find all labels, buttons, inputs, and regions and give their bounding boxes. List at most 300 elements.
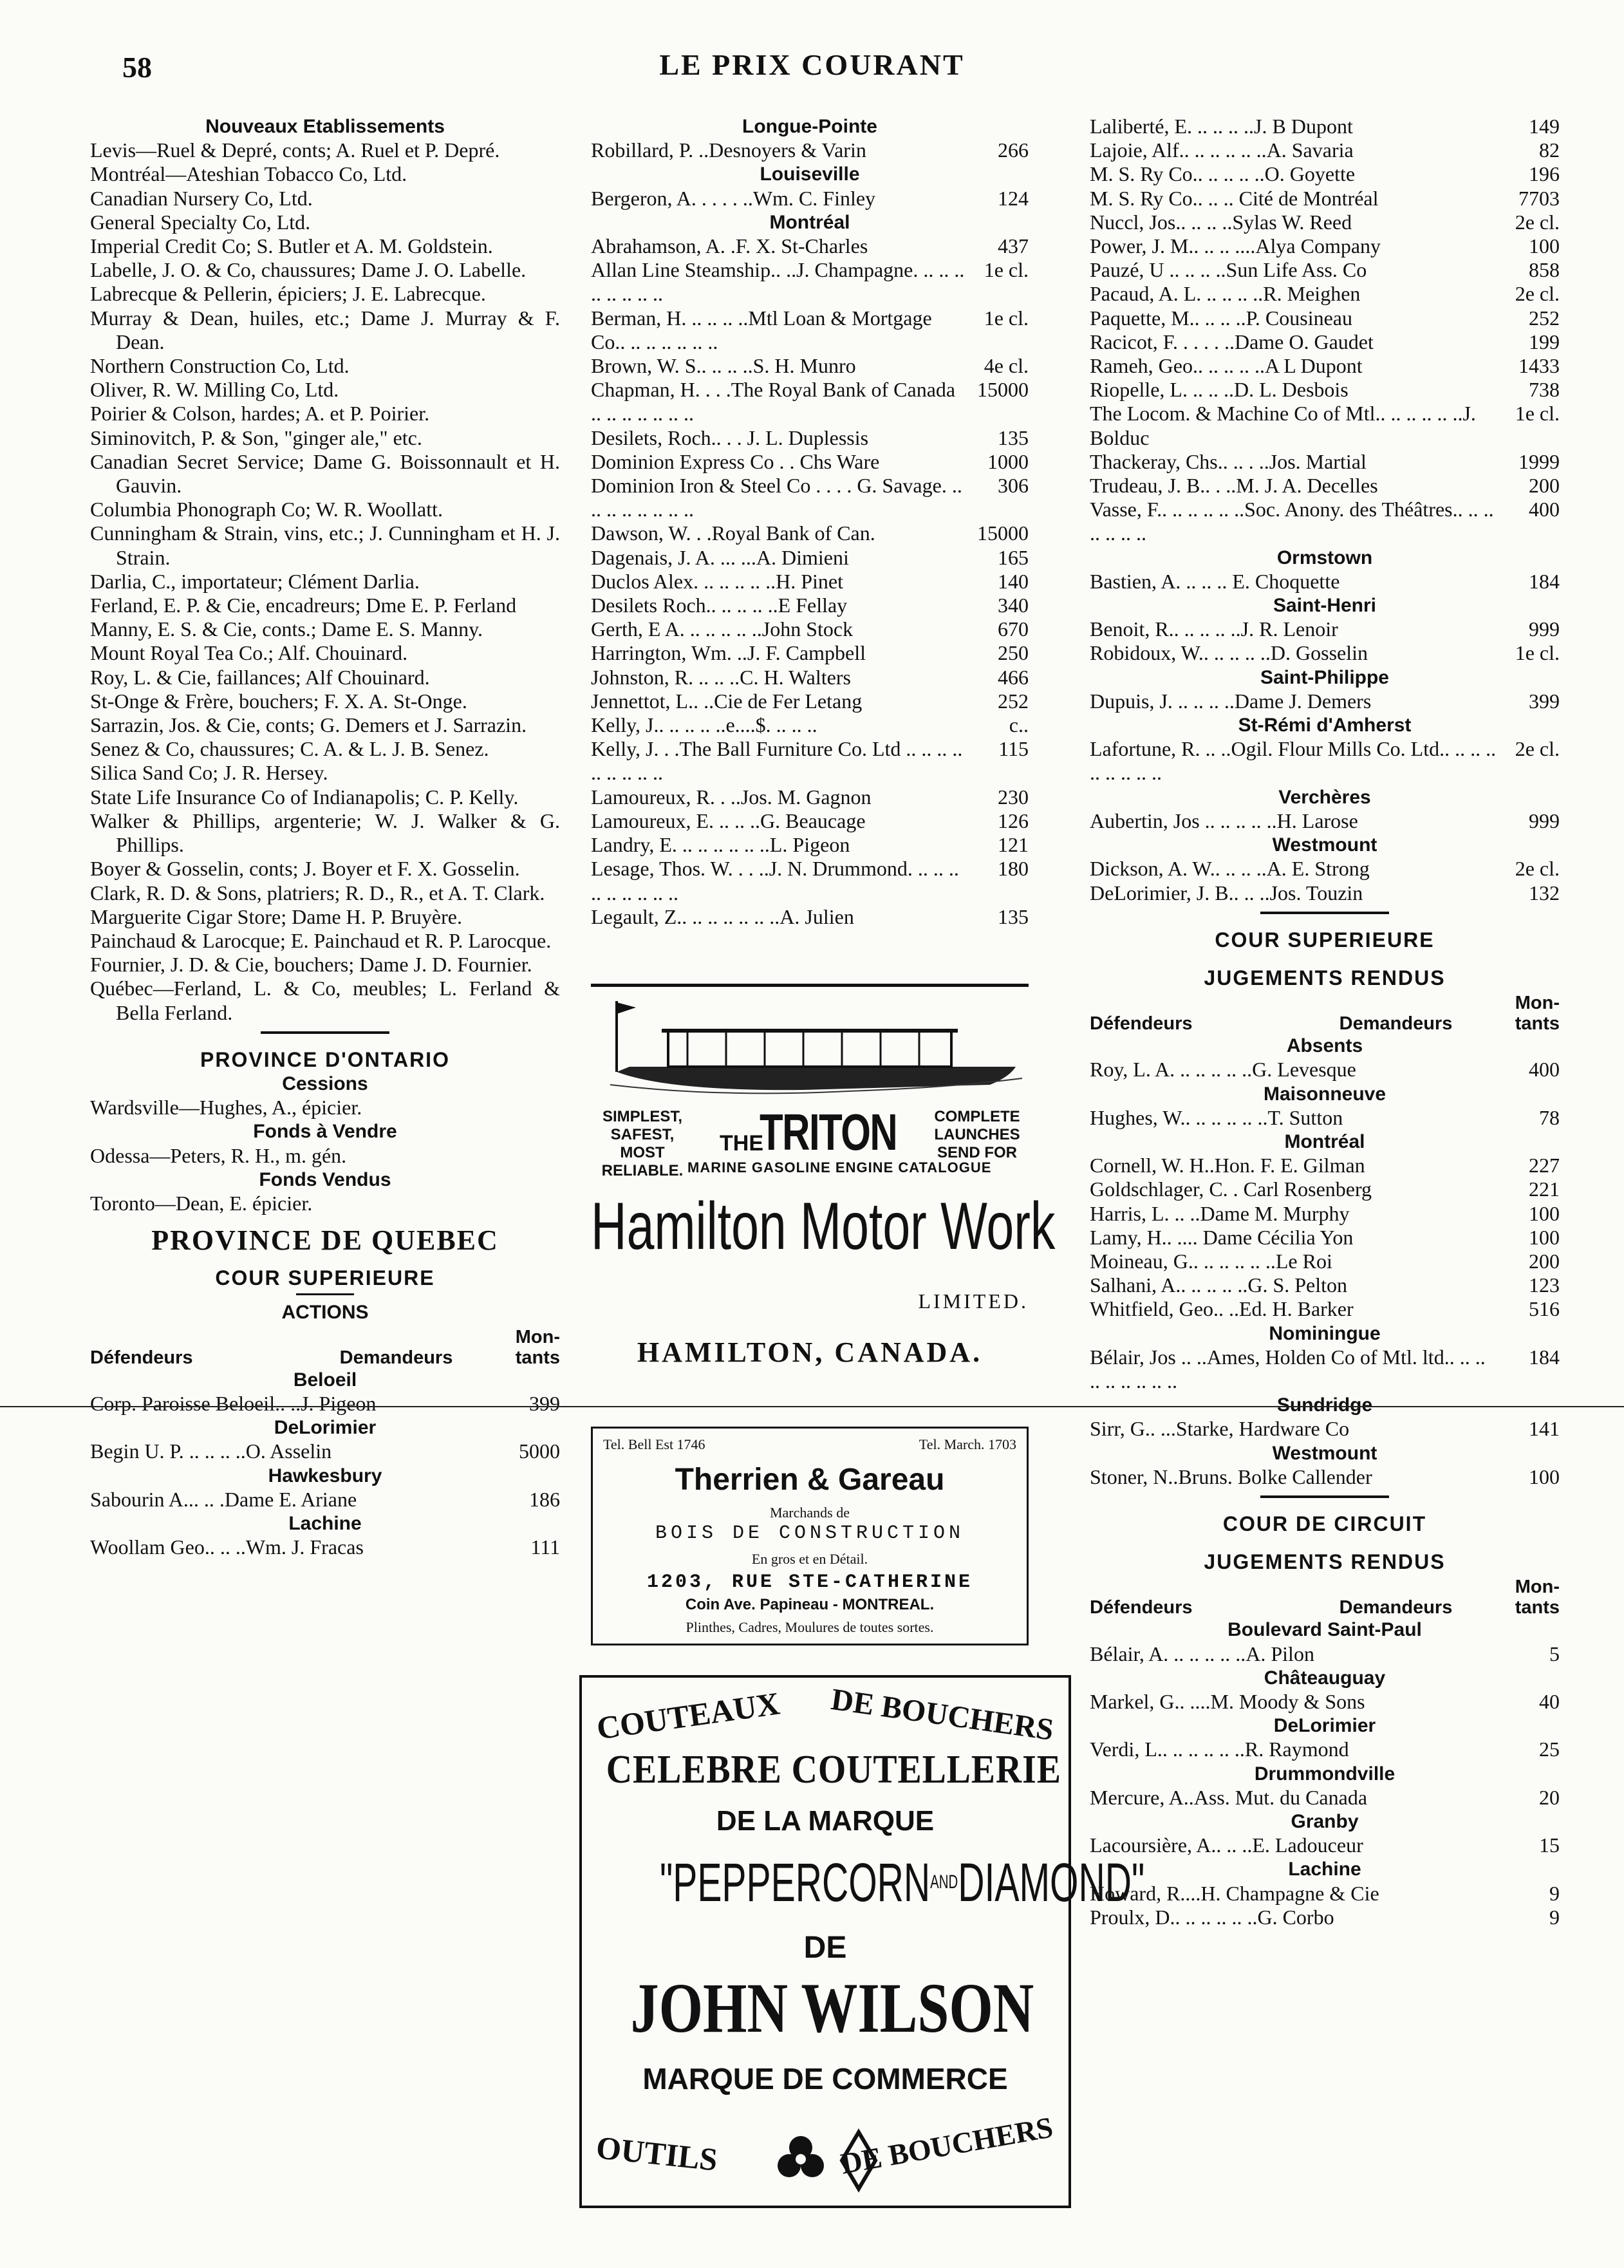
section-heading: Cessions — [282, 1073, 368, 1094]
judgment-row — [591, 354, 1029, 378]
parties-text: Laliberté, E. .. .. .. ..J. B Dupont — [1090, 115, 1353, 138]
amount-value: 670 — [998, 617, 1029, 641]
amount-value: 399 — [529, 1391, 560, 1415]
list-item: Clark, R. D. & Sons, platriers; R. D., R., et A. T. Clark. — [90, 881, 545, 904]
defendeurs-heading: Défendeurs — [1090, 1597, 1193, 1618]
wilson-bouchers: DE BOUCHERS — [838, 2110, 1056, 2180]
parties-text: Goldschlager, C. . Carl Rosenberg — [1090, 1177, 1372, 1201]
wilson-outils: OUTILS — [594, 2129, 720, 2178]
parties-text: Cornell, W. H..Hon. F. E. Gilman — [1090, 1154, 1365, 1177]
amount-value: 200 — [1529, 474, 1560, 498]
amount-value: 126 — [998, 809, 1029, 832]
section-heading: Montréal — [769, 211, 850, 233]
triton-left-slogan: SIMPLEST, SAFEST, MOST RELIABLE. — [601, 1108, 684, 1179]
judgment-row — [1090, 378, 1560, 402]
wilson-diamond: DIAMOND" — [958, 1852, 1145, 1913]
amount-value: 4e cl. — [984, 354, 1029, 378]
judgment-row — [591, 546, 1029, 570]
amount-value: 858 — [1529, 258, 1560, 282]
triton-brand: TRITON — [760, 1103, 897, 1161]
section-heading: Hawkesbury — [268, 1465, 382, 1486]
parties-text: Berman, H. .. .. .. ..Mtl Loan & Mortgage Co.. .. .. .. .. .. .. — [591, 306, 932, 353]
judgment-row — [591, 258, 1029, 306]
judgment-row — [1090, 115, 1560, 138]
judgment-row — [591, 426, 1029, 450]
parties-text: Bélair, A. .. .. .. .. ..A. Pilon — [1090, 1642, 1314, 1665]
parties-text: Lamy, H.. .... Dame Cécilia Yon — [1090, 1225, 1354, 1249]
judgment-row — [591, 905, 1029, 929]
judgment-row — [1090, 450, 1560, 474]
judgment-row — [1090, 857, 1560, 881]
judgment-row — [1090, 234, 1560, 258]
parties-text: Lesage, Thos. W. . . ..J. N. Drummond. .. .. .. .. .. .. .. .. .. — [591, 857, 959, 904]
section-heading: Maisonneuve — [1263, 1083, 1386, 1105]
judgment-row — [1090, 1226, 1560, 1250]
montants-heading: Mon- tants — [515, 1326, 560, 1368]
judgment-row — [1090, 354, 1560, 378]
parties-text: Paquette, M.. .. .. ..P. Cousineau — [1090, 306, 1352, 330]
list-item: Canadian Secret Service; Dame G. Boissonnault et H. Gauvin. — [90, 449, 560, 498]
parties-text: Duclos Alex. .. .. .. .. ..H. Pinet — [591, 569, 843, 593]
judgment-row — [90, 1439, 560, 1463]
amount-value: 1e cl. — [984, 258, 1029, 282]
parties-text: The Locom. & Machine Co of Mtl.. .. .. .. .. ..J. Bolduc — [1090, 402, 1476, 449]
list-item: Wardsville—Hughes, A., épicier. — [90, 1096, 362, 1120]
list-item: Imperial Credit Co; S. Butler et A. M. Goldstein. — [90, 234, 493, 258]
amount-value: 400 — [1529, 1058, 1560, 1082]
page-number: 58 — [122, 51, 152, 84]
judgment-row — [1090, 1273, 1560, 1297]
parties-text: Lamoureux, R. . ..Jos. M. Gagnon — [591, 785, 872, 809]
judgment-row — [591, 833, 1029, 857]
triton-tagline: MARINE GASOLINE ENGINE CATALOGUE — [687, 1159, 992, 1176]
judgment-row — [1090, 641, 1560, 665]
parties-text: Verdi, L.. .. .. .. .. ..R. Raymond — [1090, 1738, 1349, 1761]
amount-value: 15000 — [977, 521, 1029, 545]
list-item: Siminovitch, P. & Son, "ginger ale," etc. — [90, 426, 422, 449]
judgment-row — [591, 666, 1029, 689]
amount-value: 20 — [1539, 1785, 1560, 1809]
amount-value: 1999 — [1518, 449, 1560, 473]
list-item: State Life Insurance Co of Indianapolis; C. P. Kelly. — [90, 785, 519, 809]
divider-rule — [591, 984, 1029, 987]
list-item: Sarrazin, Jos. & Cie, conts; G. Demers et J. Sarrazin. — [90, 713, 527, 737]
amount-value: 9 — [1549, 1881, 1560, 1905]
parties-text: Sirr, G.. ...Starke, Hardware Co — [1090, 1417, 1350, 1441]
section-heading: Granby — [1291, 1811, 1359, 1832]
parties-text: Corp. Paroisse Beloeil.. ..J. Pigeon — [90, 1391, 377, 1415]
parties-text: Dickson, A. W.. .. .. ..A. E. Strong — [1090, 857, 1370, 881]
parties-text: Salhani, A.. .. .. .. ..G. S. Pelton — [1090, 1273, 1348, 1297]
parties-text: Lacoursière, A.. .. ..E. Ladouceur — [1090, 1833, 1363, 1857]
list-item: Levis—Ruel & Depré, conts; A. Ruel et P. Depré. — [90, 138, 500, 162]
column-left — [90, 115, 560, 1559]
parties-text: Robidoux, W.. .. .. .. ..D. Gosselin — [1090, 641, 1368, 665]
therrien-name: Therrien & Gareau — [675, 1463, 945, 1497]
judgment-row — [1090, 402, 1560, 449]
section-heading: Saint-Henri — [1273, 595, 1377, 617]
amount-value: 149 — [1529, 115, 1560, 138]
list-item: Marguerite Cigar Store; Dame H. P. Bruyère. — [90, 904, 462, 928]
amount-value: 2e cl. — [1515, 857, 1560, 881]
parties-text: Thackeray, Chs.. .. . ..Jos. Martial — [1090, 449, 1367, 473]
parties-text: Dupuis, J. .. .. .. ..Dame J. Demers — [1090, 689, 1372, 713]
section-heading: Fonds Vendus — [259, 1168, 391, 1190]
wilson-and: AND — [930, 1871, 958, 1893]
amount-value: 999 — [1529, 617, 1560, 641]
tel-march: Tel. March. 1703 — [919, 1436, 1016, 1452]
judgment-row — [1090, 1906, 1560, 1929]
section-heading: PROVINCE DE QUEBEC — [151, 1224, 499, 1257]
amount-value: 340 — [998, 594, 1029, 617]
parties-text: Proulx, D.. .. .. .. .. ..G. Corbo — [1090, 1905, 1334, 1929]
amount-value: c.. — [1009, 713, 1029, 737]
amount-value: 400 — [1529, 498, 1560, 521]
amount-value: 250 — [998, 641, 1029, 665]
parties-text: Desilets Roch.. .. .. .. ..E Fellay — [591, 594, 848, 617]
amount-value: 221 — [1529, 1177, 1560, 1201]
hamilton-city: HAMILTON, CANADA. — [637, 1336, 983, 1368]
parties-text: Pacaud, A. L. .. .. .. ..R. Meighen — [1090, 282, 1361, 306]
amount-value: 199 — [1529, 330, 1560, 353]
list-item: Painchaud & Larocque; E. Painchaud et R. P. Larocque. — [90, 928, 552, 952]
amount-value: 123 — [1529, 1273, 1560, 1297]
parties-text: Power, J. M.. .. .. ....Alya Company — [1090, 234, 1381, 258]
wilson-top-right: DE BOUCHERS — [828, 1682, 1056, 1747]
parties-text: Allan Line Steamship.. ..J. Champagne. .. .. .. .. .. .. .. .. — [591, 258, 965, 306]
column-headings — [90, 1327, 560, 1368]
amount-value: 115 — [998, 737, 1029, 761]
demandeurs-heading: Demandeurs — [1339, 1597, 1453, 1618]
wilson-de: DE — [803, 1931, 847, 1965]
parties-text: Aubertin, Jos .. .. .. .. ..H. Larose — [1090, 809, 1358, 832]
defendeurs-heading: Défendeurs — [1090, 1013, 1193, 1035]
parties-text: Desilets, Roch.. . . J. L. Duplessis — [591, 426, 869, 449]
list-item: Senez & Co, chaussures; C. A. & L. J. B. Senez. — [90, 737, 489, 761]
section-heading: Nouveaux Etablissements — [205, 116, 445, 137]
parties-text: Jennettot, L.. ..Cie de Fer Letang — [591, 689, 863, 713]
parties-text: Pauzé, U .. .. .. ..Sun Life Ass. Co — [1090, 258, 1367, 282]
judgment-row — [1090, 1177, 1560, 1201]
section-heading: COUR SUPERIEURE — [215, 1266, 435, 1290]
section-heading: Nominingue — [1269, 1322, 1381, 1344]
list-item: Mount Royal Tea Co.; Alf. Chouinard. — [90, 641, 408, 665]
amount-value: 252 — [998, 689, 1029, 713]
judgment-row — [1090, 187, 1560, 211]
amount-value: 186 — [529, 1487, 560, 1511]
amount-value: 9 — [1549, 1905, 1560, 1929]
amount-value: 111 — [530, 1535, 560, 1559]
list-item: Cunningham & Strain, vins, etc.; J. Cunningham et H. J. Strain. — [90, 521, 560, 569]
parties-text: Gerth, E A. .. .. .. .. ..John Stock — [591, 617, 854, 641]
wilson-brand — [659, 1850, 1145, 1915]
parties-text: Hughes, W.. .. .. .. .. ..T. Sutton — [1090, 1105, 1343, 1129]
judgment-row — [1090, 1106, 1560, 1130]
judgment-row — [1090, 1202, 1560, 1226]
judgment-row — [1090, 474, 1560, 498]
list-item: Walker & Phillips, argenterie; W. J. Walker & G. Phillips. — [90, 809, 560, 857]
section-heading: COUR SUPERIEURE — [1215, 928, 1435, 951]
column-middle — [591, 115, 1029, 929]
list-item: Darlia, C., importateur; Clément Darlia. — [90, 569, 420, 593]
section-heading: Beloeil — [293, 1369, 357, 1391]
montants-heading: Mon- tants — [1515, 993, 1560, 1035]
judgment-row — [1090, 809, 1560, 833]
list-item: Odessa—Peters, R. H., m. gén. — [90, 1143, 347, 1167]
list-item: Boyer & Gosselin, conts; J. Boyer et F. X. Gosselin. — [90, 857, 520, 881]
judgment-row — [1090, 1690, 1560, 1714]
parties-text: Nuccl, Jos.. .. .. ..Sylas W. Reed — [1090, 210, 1352, 234]
judgment-row — [90, 1535, 560, 1559]
amount-value: 78 — [1539, 1105, 1560, 1129]
parties-text: Mercure, A..Ass. Mut. du Canada — [1090, 1785, 1368, 1809]
amount-value: 40 — [1539, 1689, 1560, 1713]
list-item: Labrecque & Pellerin, épiciers; J. E. Labrecque. — [90, 282, 486, 306]
section-heading: St-Rémi d'Amherst — [1238, 715, 1412, 736]
judgment-row — [1090, 498, 1560, 545]
parties-text: Vasse, F.. .. .. .. .. ..Soc. Anony. des Théâtres.. .. .. .. .. .. .. — [1090, 498, 1494, 545]
amount-value: 165 — [998, 545, 1029, 569]
judgment-row — [1090, 1345, 1560, 1393]
section-heading: Drummondville — [1254, 1763, 1395, 1785]
amount-value: 1e cl. — [1515, 402, 1560, 426]
demandeurs-heading: Demandeurs — [339, 1347, 453, 1368]
judgment-row — [1090, 1882, 1560, 1906]
amount-value: 184 — [1529, 569, 1560, 593]
amount-value: 1433 — [1518, 354, 1560, 378]
amount-value: 1000 — [987, 449, 1029, 473]
section-heading: Châteauguay — [1264, 1667, 1386, 1689]
montants-heading: Mon- tants — [1515, 1577, 1560, 1618]
parties-text: Markel, G.. ....M. Moody & Sons — [1090, 1689, 1365, 1713]
judgment-row — [1090, 1465, 1560, 1489]
amount-value: 100 — [1529, 234, 1560, 258]
section-heading: Louiseville — [760, 164, 860, 185]
section-heading: Longue-Pointe — [742, 116, 877, 137]
section-heading: PROVINCE D'ONTARIO — [200, 1047, 450, 1071]
parties-text: Dagenais, J. A. ... ...A. Dimieni — [591, 545, 849, 569]
amount-value: 25 — [1539, 1738, 1560, 1761]
wilson-celebre: CELEBRE COUTELLERIE — [606, 1748, 1061, 1792]
amount-value: 5000 — [519, 1439, 560, 1463]
amount-value: 1e cl. — [984, 306, 1029, 330]
amount-value: 184 — [1529, 1345, 1560, 1369]
judgment-row — [1090, 1154, 1560, 1177]
judgment-row — [1090, 737, 1560, 785]
parties-text: Dominion Express Co . . Chs Ware — [591, 449, 880, 473]
column-headings — [1090, 993, 1560, 1034]
amount-value: 399 — [1529, 689, 1560, 713]
divider-rule — [1260, 912, 1389, 914]
list-item: Ferland, E. P. & Cie, encadreurs; Dme E. P. Ferland — [90, 594, 517, 617]
parties-text: Woollam Geo.. .. ..Wm. J. Fracas — [90, 1535, 364, 1559]
judgment-row — [1090, 258, 1560, 282]
list-item: Roy, L. & Cie, faillances; Alf Chouinard. — [90, 665, 430, 689]
amount-value: 100 — [1529, 1201, 1560, 1225]
parties-text: M. S. Ry Co.. .. .. Cité de Montréal — [1090, 186, 1379, 210]
amount-value: 516 — [1529, 1297, 1560, 1321]
list-item: St-Onge & Frère, bouchers; F. X. A. St-Onge. — [90, 689, 467, 713]
parties-text: Robillard, P. ..Desnoyers & Varin — [591, 138, 866, 162]
parties-text: Benoit, R.. .. .. .. ..J. R. Lenoir — [1090, 617, 1338, 641]
amount-value: 5 — [1549, 1642, 1560, 1665]
judgment-row — [90, 1392, 560, 1416]
divider-dash — [296, 1293, 354, 1295]
column-right — [1090, 115, 1560, 1929]
parties-text: Riopelle, L. .. .. ..D. L. Desbois — [1090, 378, 1349, 402]
judgment-row — [1090, 138, 1560, 162]
therrien-address: 1203, RUE STE-CATHERINE — [646, 1571, 973, 1593]
section-heading: Boulevard Saint-Paul — [1227, 1619, 1422, 1641]
section-heading: Westmount — [1272, 834, 1377, 856]
judgment-row — [1090, 1642, 1560, 1666]
judgment-row — [591, 474, 1029, 521]
parties-text: Roy, L. A. .. .. .. .. ..G. Levesque — [1090, 1058, 1356, 1082]
section-heading: Fonds à Vendre — [253, 1121, 397, 1143]
parties-text: Kelly, J. . .The Ball Furniture Co. Ltd .. .. .. .. .. .. .. .. .. — [591, 737, 963, 785]
section-heading: DeLorimier — [274, 1417, 377, 1439]
page-header — [0, 45, 1624, 90]
amount-value: 141 — [1529, 1417, 1560, 1441]
amount-value: 306 — [998, 474, 1029, 498]
judgment-row — [591, 521, 1029, 545]
triton-right-slogan: COMPLETE LAUNCHES SEND FOR — [934, 1108, 1020, 1161]
section-heading: Absents — [1286, 1035, 1363, 1057]
amount-value: 437 — [998, 234, 1029, 258]
column-headings — [1090, 1577, 1560, 1618]
judgment-row — [1090, 211, 1560, 234]
parties-text: Dominion Iron & Steel Co . . . . G. Savage. .. .. .. .. .. .. .. .. — [591, 474, 962, 521]
parties-text: Kelly, J.. .. .. .. ..e....$. .. .. .. — [591, 713, 817, 737]
judgment-row — [591, 187, 1029, 211]
parties-text: Trudeau, J. B.. . ..M. J. A. Decelles — [1090, 474, 1378, 498]
ad-triton — [591, 995, 1056, 1407]
parties-text: Begin U. P. .. .. .. ..O. Asselin — [90, 1439, 332, 1463]
amount-value: 100 — [1529, 1225, 1560, 1249]
parties-text: Landry, E. .. .. .. .. .. ..L. Pigeon — [591, 833, 850, 857]
launch-boat-illustration — [591, 995, 1029, 1098]
hamilton-limited: LIMITED. — [918, 1289, 1029, 1313]
judgment-row — [591, 378, 1029, 426]
list-item: Montréal—Ateshian Tobacco Co, Ltd. — [90, 162, 407, 186]
judgment-row — [1090, 617, 1560, 641]
parties-text: Harris, L. .. ..Dame M. Murphy — [1090, 1201, 1350, 1225]
parties-text: M. S. Ry Co.. .. .. .. ..O. Goyette — [1090, 162, 1356, 186]
section-heading: Sundridge — [1276, 1394, 1373, 1416]
triton-the: THE — [720, 1131, 763, 1156]
parties-text: Legault, Z.. .. .. .. .. .. ..A. Julien — [591, 904, 854, 928]
judgment-row — [591, 306, 1029, 354]
therrien-corner: Coin Ave. Papineau - MONTREAL. — [685, 1596, 935, 1613]
judgment-row — [1090, 689, 1560, 713]
list-item: Manny, E. S. & Cie, conts.; Dame E. S. Manny. — [90, 617, 483, 641]
list-item: Oliver, R. W. Milling Co, Ltd. — [90, 378, 339, 402]
ad-therrien-gareau — [591, 1427, 1029, 1645]
amount-value: 140 — [998, 569, 1029, 593]
amount-value: 266 — [998, 138, 1029, 162]
amount-value: 15000 — [977, 378, 1029, 402]
section-heading: Verchères — [1278, 786, 1371, 808]
list-item: Northern Construction Co, Ltd. — [90, 354, 350, 378]
judgment-row — [591, 594, 1029, 617]
parties-text: Lamoureux, E. .. .. ..G. Beaucage — [591, 809, 866, 832]
tel-bell: Tel. Bell Est 1746 — [603, 1436, 705, 1452]
hamilton-company-name: Hamilton Motor Work — [591, 1189, 1056, 1264]
amount-value: 227 — [1529, 1154, 1560, 1177]
wilson-marque: DE LA MARQUE — [716, 1805, 935, 1837]
list-item: Labelle, J. O. & Co, chaussures; Dame J. O. Labelle. — [90, 258, 527, 282]
parties-text: Johnston, R. .. .. ..C. H. Walters — [591, 665, 851, 689]
judgment-row — [591, 785, 1029, 809]
amount-value: 2e cl. — [1515, 210, 1560, 234]
section-heading: Montréal — [1284, 1130, 1365, 1152]
parties-text: Stoner, N..Bruns. Bolke Callender — [1090, 1465, 1372, 1488]
parties-text: Moineau, G.. .. .. .. .. ..Le Roi — [1090, 1249, 1332, 1273]
amount-value: 2e cl. — [1515, 282, 1560, 306]
judgment-row — [591, 689, 1029, 713]
therrien-line3: En gros et en Détail. — [751, 1551, 868, 1567]
therrien-line2: BOIS DE CONSTRUCTION — [655, 1523, 965, 1544]
demandeurs-heading: Demandeurs — [1339, 1013, 1453, 1035]
judgment-row — [591, 713, 1029, 737]
amount-value: 1e cl. — [1515, 641, 1560, 665]
divider-rule — [1260, 1495, 1389, 1498]
parties-text: Abrahamson, A. .F. X. St-Charles — [591, 234, 868, 258]
parties-text: Bélair, Jos .. ..Ames, Holden Co of Mtl. ltd.. .. .. .. .. .. .. .. .. — [1090, 1345, 1486, 1392]
judgment-row — [591, 450, 1029, 474]
judgment-row — [591, 234, 1029, 258]
judgment-row — [1090, 1250, 1560, 1273]
section-heading: ACTIONS — [281, 1301, 369, 1323]
therrien-goods: Plinthes, Cadres, Moulures de toutes sortes. — [686, 1619, 934, 1635]
amount-value: 466 — [998, 665, 1029, 689]
amount-value: 132 — [1529, 881, 1560, 904]
amount-value: 738 — [1529, 378, 1560, 402]
parties-text: Bastien, A. .. .. .. E. Choquette — [1090, 569, 1340, 593]
defendeurs-heading: Défendeurs — [90, 1347, 193, 1368]
parties-text: DeLorimier, J. B.. .. ..Jos. Touzin — [1090, 881, 1363, 904]
amount-value: 135 — [998, 904, 1029, 928]
amount-value: 82 — [1539, 138, 1560, 162]
amount-value: 15 — [1539, 1833, 1560, 1857]
list-item: Silica Sand Co; J. R. Hersey. — [90, 761, 328, 785]
parties-text: Brown, W. S.. .. .. ..S. H. Munro — [591, 354, 856, 378]
wilson-top-left: COUTEAUX — [594, 1685, 782, 1747]
judgment-row — [591, 617, 1029, 641]
judgment-row — [591, 857, 1029, 904]
amount-value: 999 — [1529, 809, 1560, 832]
list-item: General Specialty Co, Ltd. — [90, 210, 311, 234]
amount-value: 252 — [1529, 306, 1560, 330]
judgment-row — [1090, 282, 1560, 306]
parties-text: Lafortune, R. .. ..Ogil. Flour Mills Co. Ltd.. .. .. .. .. .. .. .. .. — [1090, 737, 1497, 785]
judgment-row — [591, 138, 1029, 162]
judgment-row — [591, 570, 1029, 594]
parties-text: Chapman, H. . . .The Royal Bank of Canada .. .. .. .. .. .. .. — [591, 378, 956, 426]
parties-text: Bergeron, A. . . . . ..Wm. C. Finley — [591, 186, 876, 210]
judgment-row — [1090, 1786, 1560, 1810]
parties-text: Whitfield, Geo.. ..Ed. H. Barker — [1090, 1297, 1354, 1321]
list-item: Murray & Dean, huiles, etc.; Dame J. Murray & F. Dean. — [90, 306, 560, 353]
list-item: Toronto—Dean, E. épicier. — [90, 1191, 313, 1215]
parties-text: Harrington, Wm. ..J. F. Campbell — [591, 641, 866, 665]
amount-value: 2e cl. — [1515, 737, 1560, 761]
amount-value: 100 — [1529, 1465, 1560, 1488]
parties-text: Rameh, Geo.. .. .. .. ..A L Dupont — [1090, 354, 1363, 378]
parties-text: Sabourin A... .. .Dame E. Ariane — [90, 1487, 357, 1511]
parties-text: Howard, R....H. Champagne & Cie — [1090, 1881, 1379, 1905]
judgment-row — [1090, 881, 1560, 905]
